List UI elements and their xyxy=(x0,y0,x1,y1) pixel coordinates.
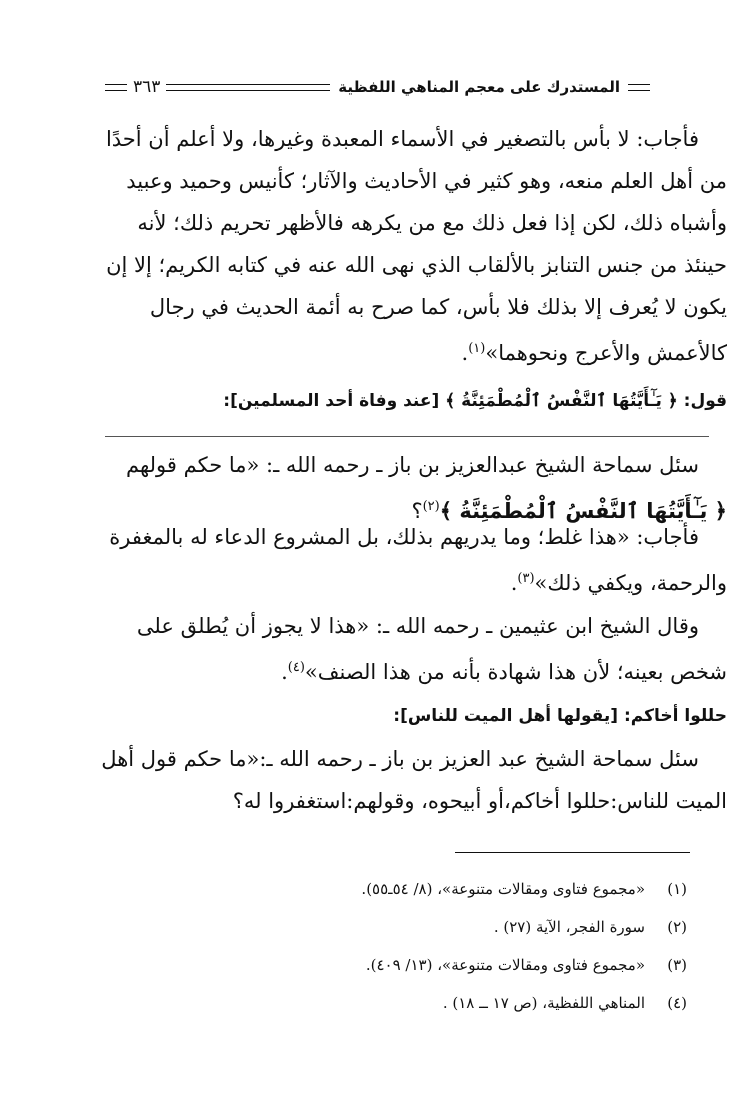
footnotes xyxy=(127,870,687,1022)
footnote-number: (٤) xyxy=(667,994,687,1012)
text-line: والرحمة، ويكفي ذلك»$^{(٣)}$. xyxy=(510,571,727,595)
footnote-separator xyxy=(455,852,690,853)
running-title: المستدرك على معجم المناهي اللفظية xyxy=(338,78,620,96)
header-rule-right xyxy=(628,84,650,91)
footnote-ref: (١) xyxy=(468,341,486,356)
footnote-number: (١) xyxy=(667,880,687,898)
text-line: يكون لا يُعرف إلا بذلك فلا بأس، كما صرح به أئمة الحديث في رجال xyxy=(149,295,727,319)
text-line: وأشباه ذلك، لكن إذا فعل ذلك مع من يكرهه فالأظهر تحريم ذلك؛ لأنه xyxy=(137,211,727,235)
footnote-number: (٢) xyxy=(667,918,687,936)
footnote-text: «مجموع فتاوى ومقالات متنوعة»، (١٣/ ٤٠٩). xyxy=(365,956,645,974)
footnote-ref: (٢) xyxy=(422,499,440,514)
text-line: شخص بعينه؛ لأن هذا شهادة بأنه من هذا الصنف»$^{(٤)}$. xyxy=(281,660,727,684)
heading-prefix: قول: xyxy=(683,391,727,411)
text-line: حينئذ من جنس التنابز بالألقاب الذي نهى الله عنه في كتابه الكريم؛ إلا إن xyxy=(106,253,727,277)
paragraph-answer-tasghir xyxy=(105,118,727,374)
footnote-item xyxy=(127,946,687,984)
text-line: وقال الشيخ ابن عثيمين ـ رحمه الله ـ: «هذا لا يجوز أن يُطلق على xyxy=(136,614,699,638)
header-rule-end xyxy=(105,84,127,91)
footnote-text: «مجموع فتاوى ومقالات متنوعة»، (٨/ ٥٤ـ٥٥). xyxy=(361,880,645,898)
heading-context: [عند وفاة أحد المسلمين]: xyxy=(223,391,440,411)
footnote-item xyxy=(127,908,687,946)
heading-ayah: ﴿ يَـٰٓأَيَّتُهَا ٱلنَّفْسُ ٱلْمُطْمَئِنَّةُ ﴾ xyxy=(445,391,678,411)
footnote-ref: (٤) xyxy=(287,660,305,675)
text-line: فأجاب: «هذا غلط؛ وما يدريهم بذلك، بل المشروع الدعاء له بالمغفرة xyxy=(109,525,699,549)
footnote-ref: (٣) xyxy=(517,571,535,586)
footnote-text: المناهي اللفظية، (ص ١٧ ــ ١٨) . xyxy=(442,994,645,1012)
page-number: ٣٦٣ xyxy=(133,77,161,97)
text-line: ﴿ يَـٰٓأَيَّتُهَا ٱلنَّفْسُ ٱلْمُطْمَئِنَّةُ ﴾$^{(٢)}$؟ xyxy=(411,499,727,523)
text-line: من أهل العلم منعه، وهو كثير في الأحاديث والآثار؛ كأنيس وحميد وعبيد xyxy=(126,169,727,193)
paragraph-uthaymin xyxy=(117,605,727,693)
text-line: الميت للناس:حللوا أخاكم،أو أبيحوه، وقولهم:استغفروا له؟ xyxy=(232,789,727,813)
footnote-number: (٣) xyxy=(667,956,687,974)
text-line: كالأعمش والأعرج ونحوهما»$^{(١)}$. xyxy=(461,341,727,365)
header-rule-left xyxy=(166,84,330,91)
text-line: سئل سماحة الشيخ عبدالعزيز بن باز ـ رحمه الله ـ: «ما حكم قولهم xyxy=(126,453,699,477)
text-line: فأجاب: لا بأس بالتصغير في الأسماء المعبدة وغيرها، ولا أعلم أن أحدًا xyxy=(105,127,699,151)
text-line: سئل سماحة الشيخ عبد العزيز بن باز ـ رحمه الله ـ:«ما حكم قول أهل xyxy=(101,747,699,771)
section-heading-hallilu: حللوا أخاكم: [يقولها أهل الميت للناس]: xyxy=(393,706,727,726)
section-divider xyxy=(105,436,709,437)
footnote-item xyxy=(127,870,687,908)
footnote-item xyxy=(127,984,687,1022)
footnote-text: سورة الفجر، الآية (٢٧) . xyxy=(493,918,645,936)
quoted-ayah: ﴿ يَـٰٓأَيَّتُهَا ٱلنَّفْسُ ٱلْمُطْمَئِنَّةُ ﴾ xyxy=(439,499,727,523)
paragraph-question-hallilu xyxy=(101,738,727,822)
paragraph-answer-binbaz xyxy=(109,516,727,604)
running-header xyxy=(105,72,650,102)
section-heading-ayah xyxy=(127,390,727,411)
